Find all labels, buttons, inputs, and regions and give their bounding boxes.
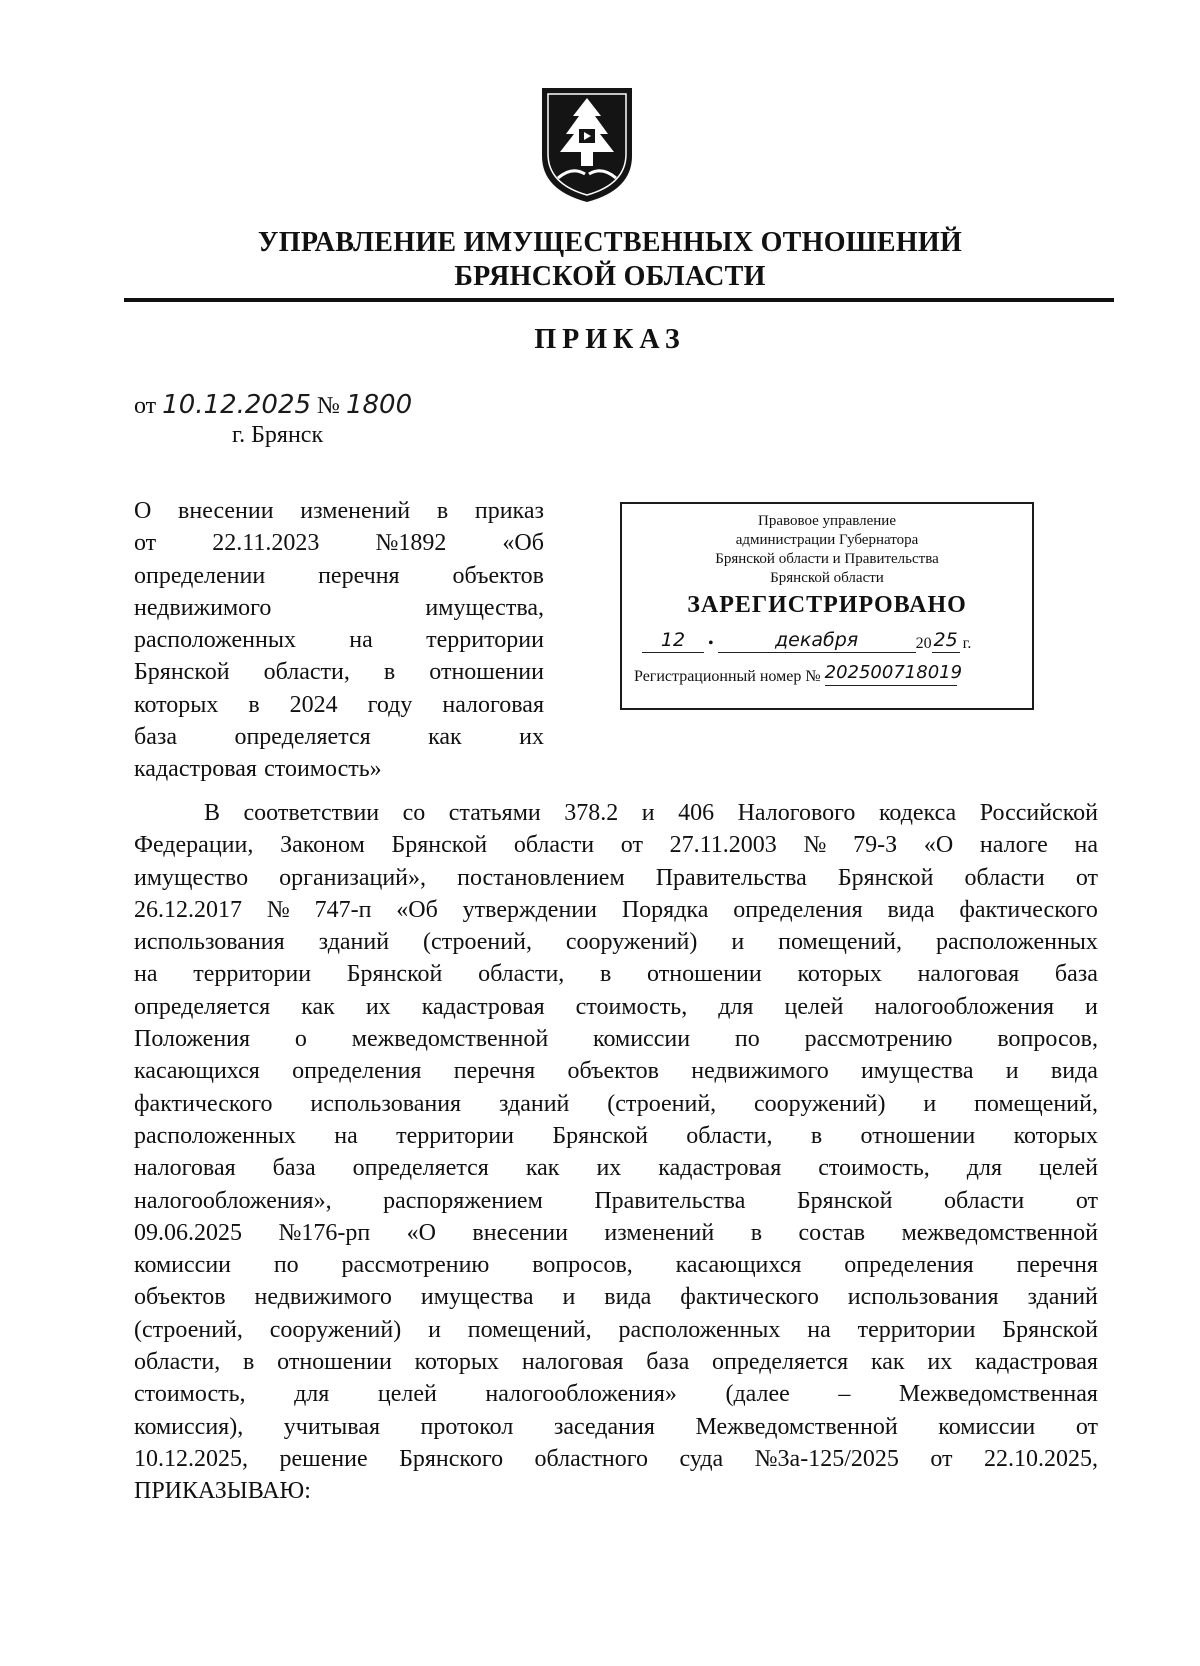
word: в	[810, 1122, 823, 1149]
stamp-org-line: Правовое управление	[758, 513, 896, 529]
word: перечня	[1016, 1252, 1098, 1279]
word: целей	[377, 1381, 437, 1408]
word: №	[803, 832, 827, 859]
word: налоговая	[442, 691, 544, 718]
stamp-date: 12 • декабря 20 25 г.	[642, 628, 1022, 653]
word: в	[248, 691, 260, 718]
word: комиссии	[593, 1026, 691, 1053]
word: решение	[279, 1445, 368, 1472]
word: «Об	[502, 530, 544, 557]
word: вопросов,	[997, 1026, 1098, 1053]
word: и	[1005, 1058, 1019, 1085]
word: областного	[534, 1445, 649, 1472]
body-line	[134, 1443, 1098, 1475]
word: протокол	[420, 1413, 514, 1440]
word: комиссии	[938, 1413, 1036, 1440]
body-line	[134, 1088, 1098, 1120]
word: постановлением	[457, 864, 625, 891]
word: заседания	[553, 1413, 655, 1440]
body-line	[134, 1281, 1098, 1313]
body-line	[134, 829, 1098, 861]
word: перечня	[453, 1058, 536, 1085]
word: Брянской	[391, 832, 488, 859]
word: Положения	[134, 1026, 251, 1053]
word: 79-З	[853, 832, 898, 859]
word: налогообложения»,	[134, 1187, 332, 1214]
word: объектов	[134, 1284, 226, 1311]
word: Налогового	[737, 800, 856, 826]
word: территории	[396, 1122, 514, 1149]
word: отношении	[277, 1349, 392, 1376]
body-line	[134, 1217, 1098, 1249]
word: суда	[679, 1445, 724, 1472]
word: для	[966, 1155, 1003, 1182]
word: со	[402, 800, 426, 826]
word: 406	[678, 800, 715, 826]
subject-line	[134, 495, 544, 527]
stamp-year-suffix: 25	[933, 629, 958, 651]
word: определения	[733, 896, 863, 923]
word: (далее	[725, 1381, 790, 1408]
word: которых	[134, 691, 219, 718]
word: №176-рп	[278, 1219, 371, 1246]
body-line	[134, 1185, 1098, 1217]
stamp-reg-label: Регистрационный номер №	[634, 668, 821, 685]
word: территории	[857, 1316, 976, 1343]
word: –	[838, 1381, 851, 1408]
stamp-month: декабря	[718, 628, 916, 653]
word: области,	[134, 1349, 221, 1376]
word: стоимость,	[575, 993, 688, 1020]
word: Брянской	[837, 864, 934, 891]
word: рассмотрению	[341, 1252, 490, 1279]
word: организаций»,	[279, 864, 427, 891]
word: Межведомственная	[898, 1381, 1098, 1408]
order-city: г. Брянск	[232, 422, 324, 448]
stamp-day: 12	[642, 628, 704, 653]
word: помещений,	[974, 1090, 1098, 1117]
word: ПРИКАЗЫВАЮ:	[134, 1478, 311, 1505]
coat-of-arms-icon	[538, 86, 636, 204]
word: №1892	[375, 530, 447, 557]
word: рассмотрению	[804, 1026, 953, 1053]
word: как	[428, 724, 462, 751]
word: №3а-125/2025	[754, 1445, 899, 1472]
word: учитывая	[283, 1413, 380, 1440]
word: стоимость,	[818, 1155, 930, 1182]
from-label: от	[134, 393, 157, 419]
word: на	[334, 1122, 358, 1149]
word: на	[134, 961, 158, 988]
word: перечня	[318, 562, 400, 589]
word: в	[436, 498, 449, 524]
word: комиссии	[134, 1252, 232, 1279]
word: зданий	[1027, 1284, 1098, 1311]
body-line	[134, 862, 1098, 894]
word: расположенных	[935, 929, 1098, 956]
word: и	[562, 1284, 576, 1311]
word: О	[134, 498, 152, 524]
word: вида	[887, 896, 935, 923]
word: по	[273, 1252, 299, 1279]
word: их	[519, 724, 544, 751]
body-line	[134, 1378, 1098, 1410]
word: территории	[193, 961, 312, 988]
word: стоимость,	[134, 1381, 246, 1408]
word: имущества	[860, 1058, 974, 1085]
word: Брянского	[399, 1445, 504, 1472]
word: внесении	[472, 1219, 568, 1246]
word: территории	[426, 627, 544, 654]
word: определяется	[134, 993, 271, 1020]
subject-line	[134, 721, 544, 753]
word: определяется	[234, 724, 371, 751]
subject-line	[134, 592, 544, 624]
word: база	[1054, 961, 1098, 988]
word: на	[1074, 832, 1098, 859]
word: и	[428, 1316, 441, 1343]
word: Брянской	[346, 961, 443, 988]
word: кадастровая	[975, 1349, 1098, 1376]
word: сооружений)	[565, 929, 698, 956]
body-line	[134, 1346, 1098, 1378]
word: соответствии	[243, 800, 380, 826]
word: имущества,	[425, 594, 544, 621]
body-line	[134, 1152, 1098, 1184]
word: состав	[798, 1219, 866, 1246]
word: налоге	[979, 832, 1048, 859]
body-line	[134, 1120, 1098, 1152]
word: по	[734, 1026, 760, 1053]
word: (строений,	[423, 929, 532, 956]
word: «Об	[396, 896, 438, 923]
word: определения	[292, 1058, 422, 1085]
stamp-reg-number: 202500718019	[825, 661, 957, 686]
word: на	[807, 1316, 831, 1343]
word: изменений	[300, 498, 411, 524]
word: вопросов,	[532, 1252, 633, 1279]
word: вида	[604, 1284, 652, 1311]
word: от	[930, 1445, 953, 1472]
word: 378.2	[564, 800, 619, 826]
word: 26.12.2017	[134, 896, 242, 923]
subject-line	[134, 560, 544, 592]
word: расположенных	[134, 1122, 296, 1149]
word: 10.12.2025,	[134, 1445, 248, 1472]
subject-line	[134, 656, 544, 688]
word: база	[646, 1349, 690, 1376]
subject-line	[134, 689, 544, 721]
word: налоговая	[521, 1349, 624, 1376]
body-line	[134, 1249, 1098, 1281]
word: расположенных	[134, 627, 296, 654]
word: в	[383, 659, 396, 686]
word: для	[294, 1381, 330, 1408]
word: налоговая	[917, 961, 1020, 988]
word: Порядка	[621, 896, 709, 923]
body-line	[134, 1023, 1098, 1055]
word: Брянской	[134, 659, 230, 686]
word: целей	[784, 993, 844, 1020]
word: кадастровая	[421, 993, 545, 1020]
word: как	[870, 1349, 905, 1376]
word: налогообложения»	[485, 1381, 677, 1408]
word: фактического	[959, 896, 1098, 923]
word: в	[243, 1349, 255, 1376]
word: внесении	[178, 498, 274, 524]
word: Федерации,	[134, 832, 254, 859]
word: и	[1085, 993, 1098, 1020]
word: определения	[844, 1252, 974, 1279]
registration-stamp	[620, 502, 1034, 710]
word: межведомственной	[351, 1026, 549, 1053]
document-title: ПРИКАЗ	[534, 324, 686, 355]
organization-name	[120, 226, 1100, 294]
body-line	[134, 926, 1098, 958]
stamp-year-unit: г.	[962, 635, 972, 652]
word: отношении	[860, 1122, 976, 1149]
order-subject	[134, 495, 544, 786]
word: (строений,	[607, 1090, 717, 1117]
stamp-org-line: Брянской области	[770, 570, 884, 586]
word: стоимость»	[264, 756, 382, 783]
word: 09.06.2025	[134, 1219, 242, 1246]
word: от	[1075, 1187, 1098, 1214]
stamp-registration	[634, 661, 1022, 686]
word: Правительства	[655, 864, 807, 891]
order-date: 10.12.2025	[162, 390, 312, 420]
word: Брянской	[552, 1122, 648, 1149]
body-line	[134, 1055, 1098, 1087]
word: отношении	[647, 961, 762, 988]
stamp-org-line: администрации Губернатора	[735, 532, 919, 548]
word: 747-п	[314, 896, 372, 923]
word: области	[513, 832, 595, 859]
word: 2024	[289, 691, 338, 718]
order-date-line	[134, 390, 412, 420]
word: 22.11.2023	[212, 530, 320, 557]
number-label: №	[317, 393, 340, 419]
word: Межведомственной	[695, 1413, 898, 1440]
word: и	[731, 929, 745, 956]
word: изменений	[604, 1219, 715, 1246]
word: 22.10.2025,	[983, 1445, 1098, 1472]
word: недвижимого	[254, 1284, 392, 1311]
word: в	[600, 961, 612, 988]
word: Российской	[979, 800, 1098, 826]
word: база	[134, 724, 177, 751]
word: и	[923, 1090, 937, 1117]
word: фактического	[680, 1284, 819, 1311]
word: 27.11.2003	[669, 832, 777, 859]
stamp-heading: ЗАРЕГИСТРИРОВАНО	[687, 592, 967, 618]
word: зданий	[318, 929, 390, 956]
word: налогообложения	[874, 993, 1055, 1020]
body-line	[134, 1314, 1098, 1346]
header-divider	[124, 298, 1114, 302]
word: от	[1075, 864, 1098, 891]
word: использования	[134, 929, 285, 956]
word: определяется	[712, 1349, 849, 1376]
word: как	[525, 1155, 560, 1182]
stamp-year-prefix: 20	[915, 635, 932, 652]
word: использования	[310, 1090, 462, 1117]
word: Законом	[280, 832, 365, 859]
word: году	[367, 691, 413, 718]
word: вида	[1050, 1058, 1098, 1085]
order-body	[134, 797, 1098, 1508]
word: на	[349, 627, 373, 654]
word: Брянской	[796, 1187, 893, 1214]
word: объектов	[452, 562, 544, 589]
word: сооружений)	[269, 1316, 402, 1343]
order-number: 1800	[345, 390, 413, 420]
word: которых	[1013, 1122, 1098, 1149]
word: кодекса	[878, 800, 957, 826]
word: и	[641, 800, 655, 826]
word: области	[964, 864, 1045, 891]
word: целей	[1039, 1155, 1098, 1182]
word: имущество	[134, 864, 249, 891]
organization-name-line: УПРАВЛЕНИЕ ИМУЩЕСТВЕННЫХ ОТНОШЕНИЙ	[257, 227, 963, 258]
word: «О	[406, 1219, 436, 1246]
body-line	[134, 1411, 1098, 1443]
word: использования	[847, 1284, 999, 1311]
word: отношении	[429, 659, 544, 686]
stamp-org-line: Брянской области и Правительства	[715, 551, 939, 567]
word: области,	[263, 659, 350, 686]
body-line	[134, 1475, 1098, 1507]
word: определяется	[352, 1155, 489, 1182]
word: касающихся	[675, 1252, 802, 1279]
word: от	[620, 832, 643, 859]
word: касающихся	[134, 1058, 260, 1085]
word: имущества	[420, 1284, 534, 1311]
word: база	[272, 1155, 316, 1182]
word: №	[266, 896, 290, 923]
word: их	[365, 993, 391, 1020]
word: от	[1075, 1413, 1098, 1440]
word: для	[718, 993, 754, 1020]
word: фактического	[134, 1090, 273, 1117]
word: определении	[134, 562, 266, 589]
subject-line	[134, 624, 544, 656]
word: области	[944, 1187, 1025, 1214]
subject-line	[134, 527, 544, 559]
word: недвижимого	[691, 1058, 829, 1085]
word: помещений,	[778, 929, 903, 956]
word: «О	[923, 832, 954, 859]
word: комиссия),	[134, 1413, 244, 1440]
word: как	[301, 993, 335, 1020]
word: кадастровая	[134, 756, 257, 783]
body-line	[134, 894, 1098, 926]
word: межведомственной	[901, 1219, 1098, 1246]
body-line	[134, 797, 1098, 829]
word: недвижимого	[134, 594, 272, 621]
word: Правительства	[594, 1187, 746, 1214]
word: распоряжением	[383, 1187, 543, 1214]
word: (строений,	[134, 1316, 243, 1343]
word: расположенных	[618, 1316, 781, 1343]
word: зданий	[498, 1090, 570, 1117]
word: в	[750, 1219, 763, 1246]
organization-name-line: БРЯНСКОЙ ОБЛАСТИ	[454, 261, 766, 292]
body-line	[134, 958, 1098, 990]
word: объектов	[567, 1058, 660, 1085]
body-line	[134, 991, 1098, 1023]
word: от	[134, 530, 157, 557]
word: их	[927, 1349, 953, 1376]
subject-line	[134, 753, 544, 785]
word: статьями	[448, 800, 541, 826]
word: которых	[414, 1349, 500, 1376]
word: приказ	[474, 498, 544, 524]
word: налоговая	[134, 1155, 236, 1182]
word: области,	[686, 1122, 773, 1149]
word: их	[596, 1155, 622, 1182]
word: Брянской	[1002, 1316, 1098, 1343]
word: В	[204, 800, 221, 826]
word: кадастровая	[658, 1155, 782, 1182]
word: утверждении	[462, 896, 597, 923]
word: сооружений)	[754, 1090, 886, 1117]
word: помещений,	[467, 1316, 592, 1343]
word: о	[294, 1026, 307, 1053]
word: области,	[478, 961, 565, 988]
word: которых	[797, 961, 882, 988]
